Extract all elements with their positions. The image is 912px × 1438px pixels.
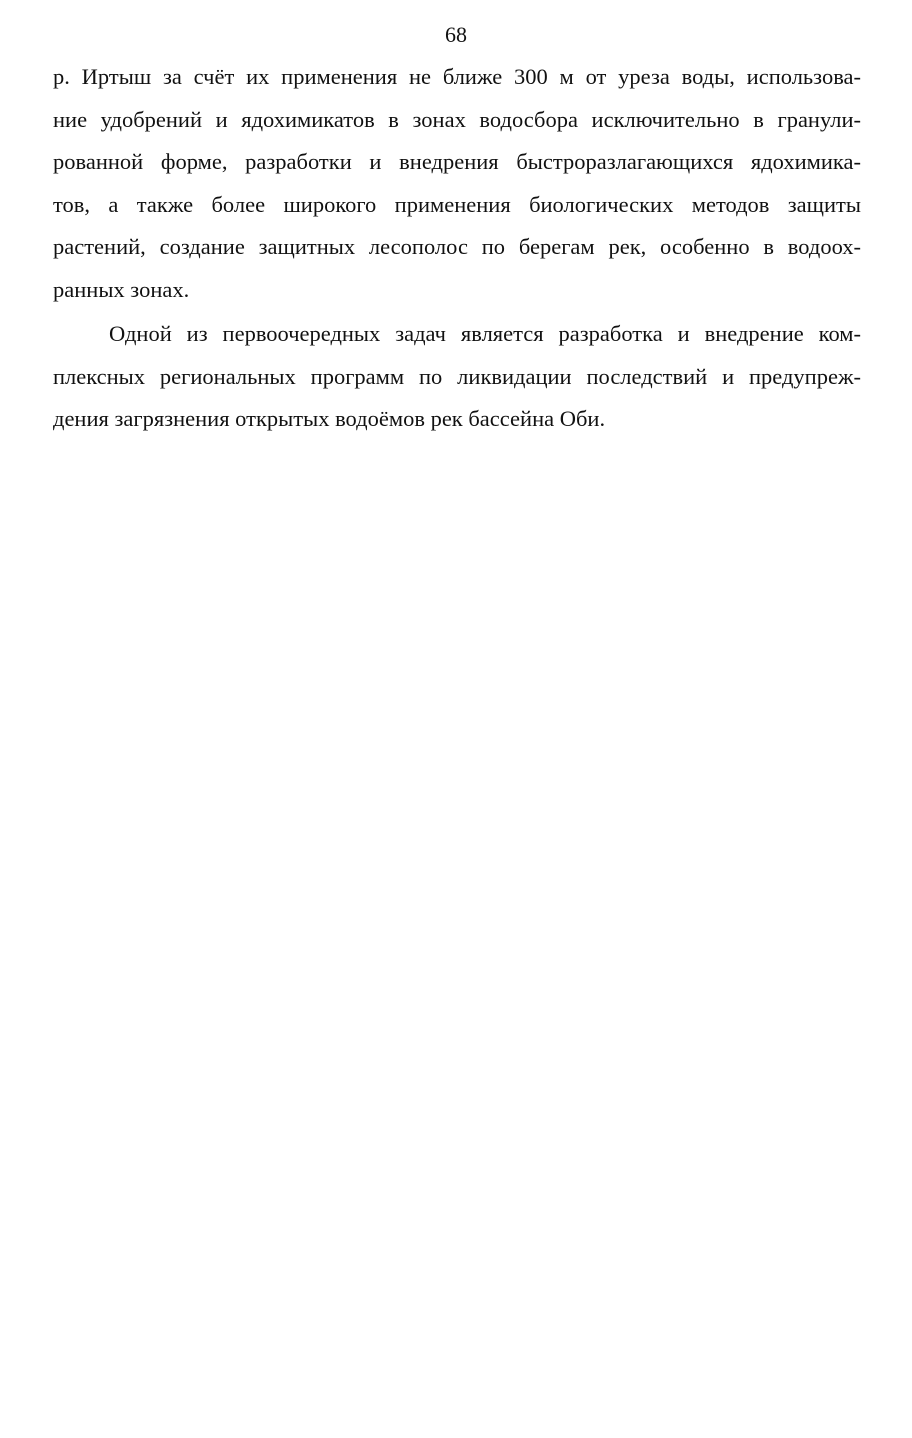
text-line: дения загрязнения открытых водоёмов рек бассейна Оби. xyxy=(53,406,606,431)
text-line: плексных региональных программ по ликвидации последствий и предупреж- xyxy=(53,363,861,389)
page-number: 68 xyxy=(445,22,467,47)
body-text xyxy=(53,56,861,441)
text-line: Одной из первоочередных задач является разработка и внедрение ком- xyxy=(109,321,861,346)
text-line: рованной форме, разработки и внедрения быстроразлагающихся ядохимика- xyxy=(53,149,861,174)
paragraph-1 xyxy=(53,56,861,311)
text-line: р. Иртыш за счёт их применения не ближе 300 м от уреза воды, использова- xyxy=(53,64,861,89)
text-line: ние удобрений и ядохимикатов в зонах водосбора исключительно в гранули- xyxy=(53,106,861,132)
text-line: тов, а также более широкого применения биологических методов защиты xyxy=(53,191,861,217)
text-line: ранных зонах. xyxy=(53,276,190,302)
paragraph-2 xyxy=(53,313,861,441)
text-line: растений, создание защитных лесополос по берегам рек, особенно в водоох- xyxy=(53,234,861,259)
